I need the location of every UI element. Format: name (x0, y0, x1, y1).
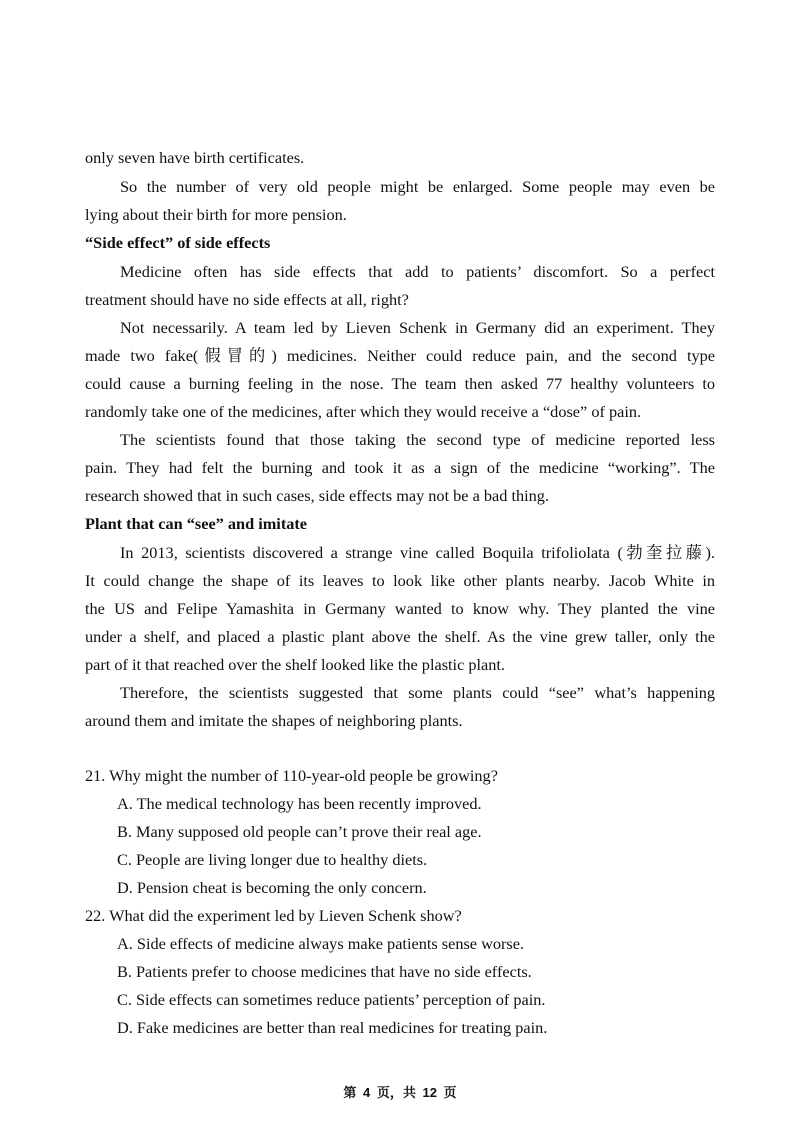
paragraph-conclusion-line: Therefore, the scientists suggested that some plants could “see” what’s happening (120, 683, 715, 702)
paragraph-vine-line: part of it that reached over the shelf looked like the plastic plant. (85, 655, 505, 674)
question-22-stem: 22. What did the experiment led by Lieven Schenk show? (85, 906, 462, 925)
paragraph-experiment-line: Not necessarily. A team led by Lieven Schenk in Germany did an experiment. They (120, 318, 715, 337)
paragraph-enlarged-line: lying about their birth for more pension. (85, 205, 347, 224)
paragraph-conclusion-line: around them and imitate the shapes of neighboring plants. (85, 711, 463, 730)
paragraph-experiment-line: made two fake(假冒的) medicines. Neither could reduce pain, and the second type (85, 346, 715, 365)
paragraph-findings-line: research showed that in such cases, side effects may not be a bad thing. (85, 486, 550, 505)
paragraph-vine-line: It could change the shape of its leaves to look like other plants nearby. Jacob White in (85, 571, 715, 590)
paragraph-enlarged-line: So the number of very old people might be enlarged. Some people may even be (120, 177, 715, 196)
paragraph-findings-line: pain. They had felt the burning and took it as a sign of the medicine “working”. The (85, 458, 715, 477)
question-21-stem: 21. Why might the number of 110-year-old people be growing? (85, 766, 498, 785)
paragraph-findings-line: The scientists found that those taking the second type of medicine reported less (120, 430, 715, 449)
paragraph-experiment-line: randomly take one of the medicines, after which they would receive a “dose” of pain. (85, 402, 642, 421)
question-21-option-b: B. Many supposed old people can’t prove their real age. (117, 822, 482, 841)
question-21-option-d: D. Pension cheat is becoming the only concern. (117, 878, 427, 897)
section-heading-plant: Plant that can “see” and imitate (85, 514, 308, 533)
paragraph-medicine-line: treatment should have no side effects at all, right? (85, 290, 409, 309)
paragraph-experiment-line: could cause a burning feeling in the nose. The team then asked 77 healthy volunteers to (85, 374, 715, 393)
question-22-option-c: C. Side effects can sometimes reduce patients’ perception of pain. (117, 990, 546, 1009)
paragraph-vine-line: In 2013, scientists discovered a strange vine called Boquila trifoliolata (勃奎拉藤). (120, 543, 715, 562)
paragraph-vine-line: under a shelf, and placed a plastic plant above the shelf. As the vine grew taller, only the (85, 627, 715, 646)
question-22-option-d: D. Fake medicines are better than real medicines for treating pain. (117, 1018, 548, 1037)
question-21-option-a: A. The medical technology has been recently improved. (117, 794, 482, 813)
question-22-option-a: A. Side effects of medicine always make patients sense worse. (117, 934, 525, 953)
question-21-option-c: C. People are living longer due to healthy diets. (117, 850, 428, 869)
paragraph-medicine-line: Medicine often has side effects that add to patients’ discomfort. So a perfect (120, 262, 715, 281)
paragraph-vine-line: the US and Felipe Yamashita in Germany wanted to know why. They planted the vine (85, 599, 715, 618)
page-number-footer: 第 4 页，共 12 页 (343, 1085, 457, 1100)
question-22-option-b: B. Patients prefer to choose medicines that have no side effects. (117, 962, 532, 981)
section-heading-side-effects: “Side effect” of side effects (85, 233, 271, 252)
passage-intro-tail: only seven have birth certificates. (85, 148, 305, 167)
